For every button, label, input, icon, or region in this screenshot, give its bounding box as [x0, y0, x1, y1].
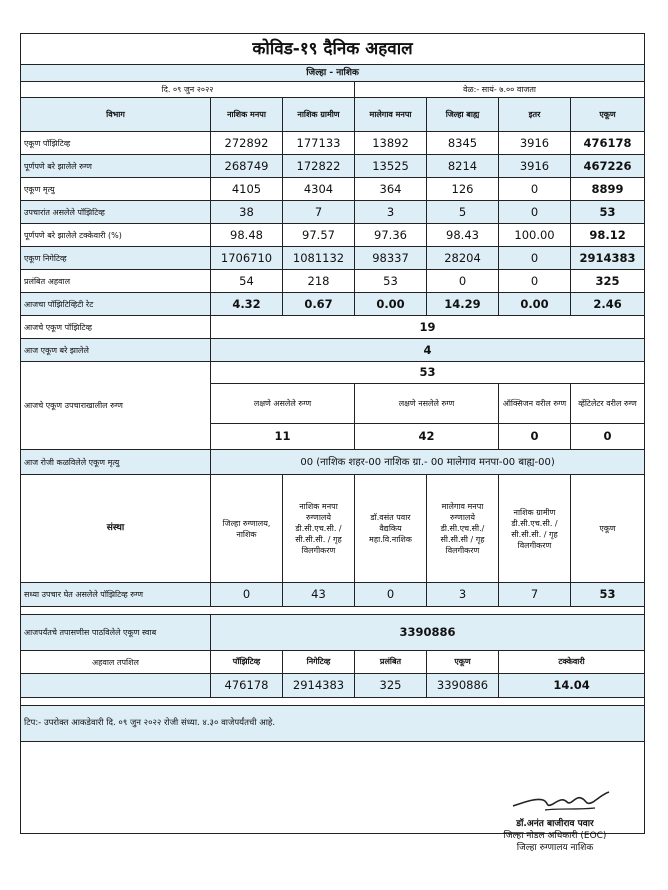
cell: 13525 [355, 155, 427, 178]
table-row [21, 201, 645, 224]
cell: 38 [211, 201, 283, 224]
deaths-today-value: 00 (नाशिक शहर-00 नाशिक ग्रा.- 00 मालेगाव मनपा-00 बाह्य-00) [211, 450, 645, 475]
signature-block [470, 818, 640, 854]
cell: 126 [427, 178, 499, 201]
cell: 54 [211, 270, 283, 293]
row-label: आजचे एकूण उपचाराखालील रुग्ण [21, 362, 211, 450]
col-header: ऑक्सिजन वरील रुग्ण [499, 384, 571, 424]
under-treatment-total-row [21, 362, 645, 384]
report-date: दि. ०९ जुन २०२२ [21, 82, 355, 98]
empty-cell [21, 674, 211, 698]
summary-value-row [21, 674, 645, 698]
cell: 0.00 [499, 293, 571, 316]
row-label: एकूण निगेटिव्ह [21, 247, 211, 270]
cell: 1081132 [283, 247, 355, 270]
cell: 43 [283, 583, 355, 607]
cell: 1706710 [211, 247, 283, 270]
cell: 3916 [499, 155, 571, 178]
cell: 272892 [211, 132, 283, 155]
report-page [20, 33, 644, 861]
cell: 0 [499, 247, 571, 270]
col-header: विभाग [21, 98, 211, 132]
table-row [21, 178, 645, 201]
row-label: पूर्णपणे बरे झालेले टक्केवारी (%) [21, 224, 211, 247]
cell: 325 [355, 674, 427, 698]
cell: 8345 [427, 132, 499, 155]
cell: 100.00 [499, 224, 571, 247]
cell: 97.36 [355, 224, 427, 247]
cell: 3390886 [427, 674, 499, 698]
col-header: लक्षणे नसलेले रुग्ण [355, 384, 499, 424]
col-header: जिल्हा रुग्णालय, नाशिक [211, 475, 283, 583]
cell: 177133 [283, 132, 355, 155]
col-header: जिल्हा बाह्य [427, 98, 499, 132]
cell: 0 [499, 201, 571, 224]
cell: 7 [283, 201, 355, 224]
cell: 0.67 [283, 293, 355, 316]
col-header: एकूण [571, 475, 645, 583]
row-label: एकूण मृत्यु [21, 178, 211, 201]
row-label: आज रोजी कळविलेले एकूण मृत्यु [21, 450, 211, 475]
cell: 5 [427, 201, 499, 224]
institution-label: संस्था [21, 475, 211, 583]
cell: 97.57 [283, 224, 355, 247]
row-label: आज एकूण बरे झालेले [21, 339, 211, 362]
table-row [21, 293, 645, 316]
cell: 3 [427, 583, 499, 607]
summary-label: अहवाल तपशिल [21, 651, 211, 674]
report-title: कोविड-१९ दैनिक अहवाल [21, 34, 645, 65]
cell: 0 [355, 583, 427, 607]
row-label: उपचारांत असलेले पॉझिटिव्ह [21, 201, 211, 224]
row-label: पूर्णपणे बरे झालेले रुग्ण [21, 155, 211, 178]
today-positive-value: 19 [211, 316, 645, 339]
cell-total: 476178 [571, 132, 645, 155]
row-label: आजचा पॉझिटिव्हिटी रेट [21, 293, 211, 316]
cell: 53 [355, 270, 427, 293]
col-header: डॉ.वसंत पवार वैद्यकिय महा.वि.नाशिक [355, 475, 427, 583]
cell: 3916 [499, 132, 571, 155]
cell-total: 53 [571, 201, 645, 224]
note-row [21, 706, 645, 742]
cell: 13892 [355, 132, 427, 155]
cell: 0 [499, 424, 571, 450]
institution-header-row [21, 475, 645, 583]
cell: 476178 [211, 674, 283, 698]
col-header: मालेगाव मनपा [355, 98, 427, 132]
col-header: लक्षणे असलेले रुग्ण [211, 384, 355, 424]
cell: 8214 [427, 155, 499, 178]
table-row [21, 270, 645, 293]
cell: 98.43 [427, 224, 499, 247]
cell: 98337 [355, 247, 427, 270]
col-header: एकूण [427, 651, 499, 674]
cell: 0 [211, 583, 283, 607]
table-row [21, 132, 645, 155]
cell: 0 [571, 424, 645, 450]
col-header: व्हेंटिलेटर वरील रुग्ण [571, 384, 645, 424]
table-row [21, 155, 645, 178]
cell: 42 [355, 424, 499, 450]
col-header: इतर [499, 98, 571, 132]
report-table [20, 33, 645, 834]
col-header: पॉझिटिव्ह [211, 651, 283, 674]
cell: 364 [355, 178, 427, 201]
summary-header-row [21, 651, 645, 674]
report-time: वेळ:- सायं- ७.०० वाजता [355, 82, 645, 98]
table-row [21, 247, 645, 270]
spacer [21, 607, 645, 615]
col-header: टक्केवारी [499, 651, 645, 674]
col-header: नाशिक ग्रामीण डी.सी.एच.सी. /सी.सी.सी. / गृह विलगीकरण [499, 475, 571, 583]
cell: 3 [355, 201, 427, 224]
row-label: आजचे एकूण पॉझिटिव्ह [21, 316, 211, 339]
cell: 218 [283, 270, 355, 293]
cell: 2914383 [283, 674, 355, 698]
cell: 0.00 [355, 293, 427, 316]
cell-total: 8899 [571, 178, 645, 201]
table-row [21, 224, 645, 247]
col-header: एकूण [571, 98, 645, 132]
cell: 14.04 [499, 674, 645, 698]
cell-total: 53 [571, 583, 645, 607]
signatory-designation: जिल्हा नोडल अधिकारी (EOC) [503, 831, 607, 841]
samples-row [21, 615, 645, 651]
cell: 11 [211, 424, 355, 450]
col-header: प्रलंबित [355, 651, 427, 674]
row-label: प्रलंबित अहवाल [21, 270, 211, 293]
signature-image [505, 788, 615, 818]
footnote: टिप:- उपरोक्त आकडेवारी दि. ०९ जुन २०२२ रोजी संध्या. ४.३० वाजेपर्यंतची आहे. [21, 706, 645, 742]
row-label: एकूण पॉझिटिव्ह [21, 132, 211, 155]
spacer [21, 698, 645, 706]
cell: 0 [499, 178, 571, 201]
today-positive-row [21, 316, 645, 339]
cell: 4304 [283, 178, 355, 201]
cell: 7 [499, 583, 571, 607]
cell-total: 2.46 [571, 293, 645, 316]
today-recovered-value: 4 [211, 339, 645, 362]
col-header: नाशिक मनपा रुग्णालये डी.सी.एच.सी. / सी.सी.सी. / गृह विलगीकरण [283, 475, 355, 583]
signatory-name: डॉ.अनंत बाजीराव पवार [516, 819, 594, 829]
cell-total: 325 [571, 270, 645, 293]
col-header: निगेटिव्ह [283, 651, 355, 674]
cell: 0 [427, 270, 499, 293]
cell: 14.29 [427, 293, 499, 316]
signatory-office: जिल्हा रुग्णालय नाशिक [516, 843, 594, 853]
cell-total: 467226 [571, 155, 645, 178]
cell: 172822 [283, 155, 355, 178]
cell: 4105 [211, 178, 283, 201]
row-label: सध्या उपचार घेत असलेले पॉझिटिव्ह रुग्ण [21, 583, 211, 607]
institution-value-row [21, 583, 645, 607]
today-recovered-row [21, 339, 645, 362]
col-header: नाशिक ग्रामीण [283, 98, 355, 132]
samples-value: 3390886 [211, 615, 645, 651]
cell: 28204 [427, 247, 499, 270]
under-treatment-total: 53 [211, 362, 645, 384]
cell-total: 2914383 [571, 247, 645, 270]
col-header: मालेगाव मनपा रुग्णालये डी.सी.एच.सी./ सी.सी.सी / गृह विलगीकरण [427, 475, 499, 583]
cell: 268749 [211, 155, 283, 178]
col-header: नाशिक मनपा [211, 98, 283, 132]
cell: 98.48 [211, 224, 283, 247]
deaths-today-row [21, 450, 645, 475]
cell-total: 98.12 [571, 224, 645, 247]
district-label: जिल्हा - नाशिक [21, 65, 645, 82]
column-header-row [21, 98, 645, 132]
row-label: आजपर्यंतचे तपासणीस पाठविलेले एकूण स्वाब [21, 615, 211, 651]
cell: 0 [499, 270, 571, 293]
cell: 4.32 [211, 293, 283, 316]
